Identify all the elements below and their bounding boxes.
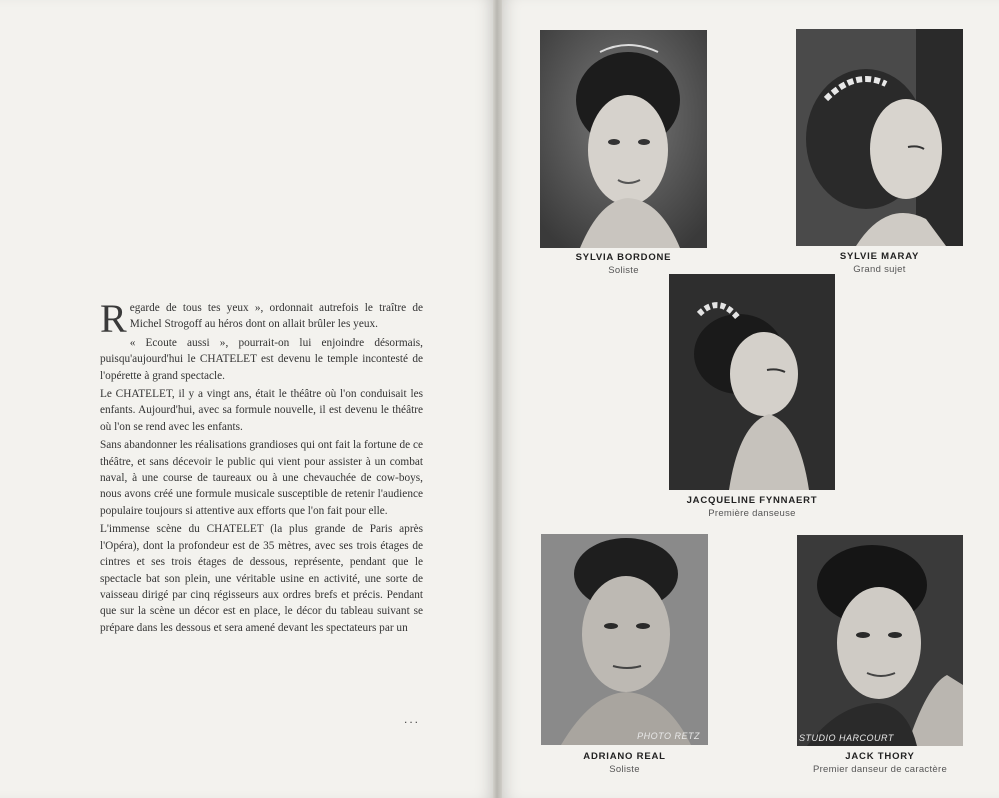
portrait-role: Premier danseur de caractère bbox=[812, 764, 948, 775]
portrait-role: Soliste bbox=[609, 764, 640, 775]
paragraph-5: L'immense scène du CHATELET (la plus grande de Paris après l'Opéra), dont la profondeur est de 35 mètres, avec ses trois étages de cintres et ses trois étages de dessous, représente, pendant que le spectacle bat son plein, une véritable usine en activité, une sorte de vaisseau dirigé par cinq régisseurs aux ordres brefs et précis. Pendant que sur la scène un décor est en place, le décor du tableau suivant se prépare dans les dessous et sera amené devant les spectateurs par un bbox=[100, 523, 423, 634]
portrait-photo-jack-thory bbox=[797, 535, 963, 746]
paragraph-2: « Ecoute aussi », pourrait-on lui enjoindre désormais, puisqu'aujourd'hui le CHATELET est devenu le temple incontesté de l'opérette à grand spectacle. bbox=[100, 336, 423, 382]
paragraph-3: Le CHATELET, il y a vingt ans, était le théâtre où l'on conduisait les enfants. Aujourd'hui, avec sa formule nouvelle, il est devenu le théâtre où l'on se rend avec les enfants. bbox=[100, 388, 423, 433]
portrait-photo-adriano-real bbox=[541, 534, 708, 745]
portrait-name: JACK THORY bbox=[845, 751, 915, 762]
caption-sylvie-maray bbox=[796, 251, 963, 275]
portrait-role: Première danseuse bbox=[708, 508, 796, 519]
photo-credit: PHOTO RETZ bbox=[637, 731, 700, 741]
caption-jack-thory bbox=[792, 751, 968, 775]
portrait-role: Soliste bbox=[608, 265, 639, 276]
article-text bbox=[100, 296, 423, 638]
book-gutter bbox=[493, 0, 502, 798]
caption-jacqueline-fynnaert bbox=[669, 495, 835, 519]
continuation-mark: ... bbox=[404, 712, 421, 726]
portrait-name: SYLVIA BORDONE bbox=[575, 252, 672, 263]
portrait-photo-sylvia-bordone bbox=[540, 30, 707, 248]
portrait-role: Grand sujet bbox=[853, 264, 906, 275]
portrait-photo-jacqueline-fynnaert bbox=[669, 274, 835, 490]
photo-credit: STUDIO HARCOURT bbox=[799, 733, 894, 743]
caption-sylvia-bordone bbox=[540, 252, 707, 276]
drop-cap: R bbox=[100, 296, 127, 341]
paragraph-4: Sans abandonner les réalisations grandioses qui ont fait la fortune de ce théâtre, et sans décevoir le public qui vient pour assister à un combat naval, à une course de taureaux ou à une chevauchée de cow-boys, nous avons créé une formule musicale susceptible de retenir l'audience populaire toujours si attentive aux efforts que l'on fait pour elle. bbox=[100, 439, 423, 517]
paragraph-1: Regarde de tous tes yeux », ordonnait autrefois le traître de Michel Strogoff au héros dont on allait brûler les yeux. bbox=[100, 296, 423, 341]
portrait-name: ADRIANO REAL bbox=[583, 751, 666, 762]
portrait-name: JACQUELINE FYNNAERT bbox=[686, 495, 818, 506]
portrait-name: SYLVIE MARAY bbox=[839, 251, 920, 262]
caption-adriano-real bbox=[541, 751, 708, 775]
portrait-photo-sylvie-maray bbox=[796, 29, 963, 246]
